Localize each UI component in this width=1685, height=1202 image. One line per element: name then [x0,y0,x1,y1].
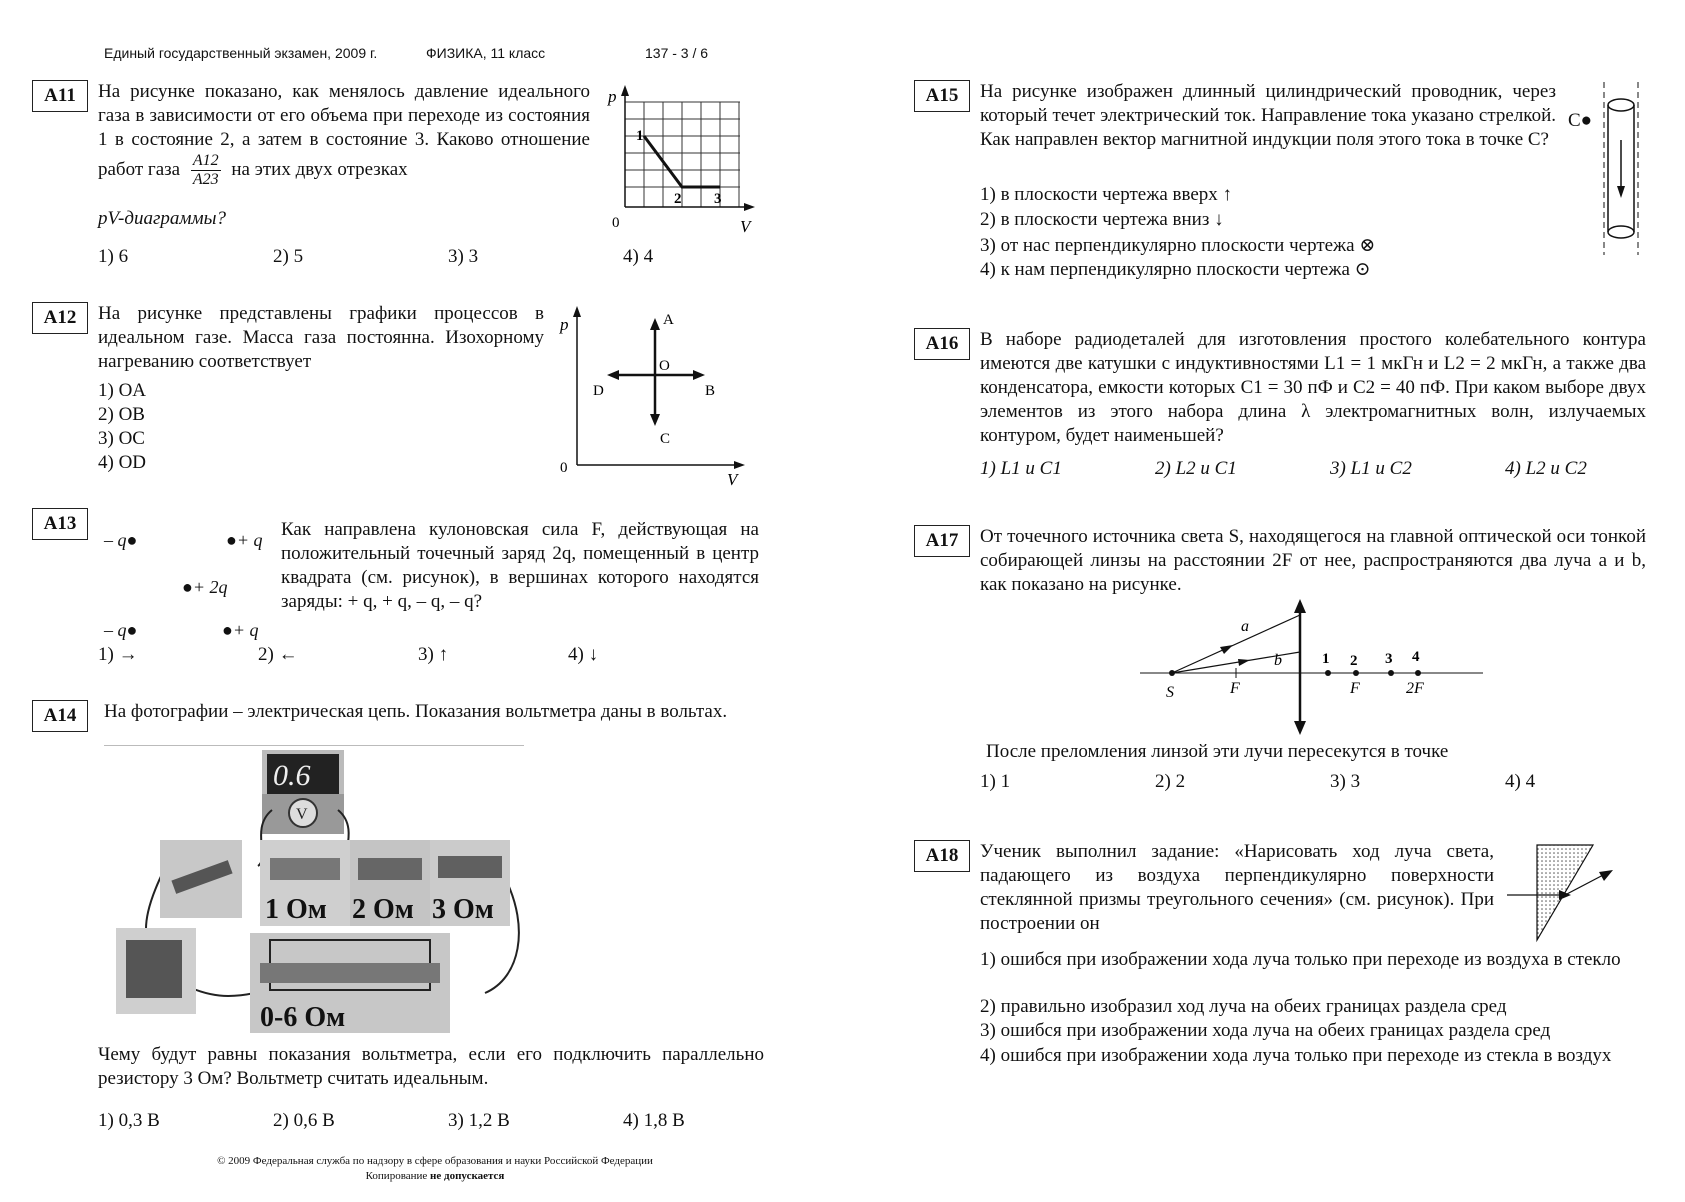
a11-option-4: 4) 4 [623,246,654,267]
pv-diagram-a11 [600,82,760,242]
resistor-2-label: 2 Ом [352,894,414,925]
question-label-a15: A15 [914,80,970,112]
question-text-a18: Ученик выполнил задание: «Нарисовать ход луча света, падающего из воздуха перпендикулярно поверхности стеклянной призмы треугольного сечения» (см. рисунок). При построении он [980,841,1494,934]
a11-option-1: 1) 6 [98,246,129,267]
a13-charge-bottom-right: ●+ q [222,620,259,640]
a18-option-4: 4) ошибся при изображении хода луча только при переходе из стекла в воздух [980,1045,1612,1066]
a11-state-3: 3 [714,191,722,207]
a12-point-b: B [705,383,716,399]
a11-origin: 0 [612,215,620,231]
a11-frac-numerator: A12 [192,152,219,169]
a12-option-3: 3) OC [98,428,145,449]
a16-option-1: 1) L1 и C1 [980,458,1062,479]
question-label-a16: A16 [914,328,970,360]
resistor-3-label: 3 Ом [432,894,494,925]
a14-option-2: 2) 0,6 В [273,1110,335,1131]
current-arrow [1617,186,1625,198]
a17-option-3: 3) 3 [1330,771,1361,792]
prism-figure-a18 [1505,840,1615,945]
a12-origin: 0 [560,460,568,476]
question-text-a15: На рисунке изображен длинный цилиндрический проводник, через который течет электрический ток. Направление тока указано стрелкой. Как направлен вектор магнитной индукции поля этого тока в точке С? [980,81,1556,150]
resistor-1-label: 1 Ом [265,894,327,925]
question-label-a12: A12 [32,302,88,334]
a17-question-text-2: После преломления линзой эти лучи пересекутся в точке [986,741,1449,762]
a17-ray-a: a [1241,618,1249,635]
a17-double-focus: 2F [1406,680,1424,697]
question-label-a14: A14 [32,700,88,732]
a12-axis-p: p [560,315,569,334]
page-number: 137 - 3 / 6 [645,45,709,61]
a12-point-o: O [659,358,670,374]
a18-option-3: 3) ошибся при изображении хода луча на обеих границах раздела сред [980,1020,1551,1041]
question-text-a17: От точечного источника света S, находящегося на главной оптической оси тонкой собирающей линзы на расстоянии 2F от нее, распространяются два луча a и b, как показано на рисунке. [980,526,1646,595]
a16-option-2: 2) L2 и C1 [1155,458,1237,479]
a13-charge-top-left: – q● [104,530,138,550]
a17-ray-b: b [1274,652,1282,669]
a13-charge-top-right: ●+ q [226,530,263,550]
a11-text-end: pV-диаграммы? [98,208,227,229]
a15-option-2: 2) в плоскости чертежа вниз ↓ [980,209,1224,230]
circuit-photo-a14 [110,748,550,1038]
a16-option-3: 3) L1 и C2 [1330,458,1412,479]
a13-option-2: 2) ← [258,644,298,665]
divider [104,745,524,746]
a15-option-4: 4) к нам перпендикулярно плоскости чертежа ⊙ [980,259,1371,280]
a15-option-3: 3) от нас перпендикулярно плоскости чертежа ⊗ [980,235,1376,256]
rheostat-label: 0-6 Ом [260,1002,346,1033]
a11-axis-v: V [740,217,751,236]
a11-state-1: 1 [636,128,644,144]
question-text-a13: Как направлена кулоновская сила F, действующая на положительный точечный заряд 2q, помещенный в центр квадрата (см. рисунок), в вершинах которого находятся заряды: + q, + q, – q, – q? [281,519,759,612]
question-text-a11 [98,80,590,189]
a12-point-a: A [663,312,674,328]
a11-text-tail: на этих двух отрезках [231,158,408,180]
conductor-figure-a15 [1596,80,1646,260]
a12-axis-v: V [727,470,738,489]
a14-question-text-2: Чему будут равны показания вольтметра, если его подключить параллельно резистору 3 Ом? Вольтметр считать идеальным. [98,1044,764,1089]
a17-point-1: 1 [1322,651,1330,667]
a13-charge-bottom-left: – q● [104,620,138,640]
question-label-a18: A18 [914,840,970,872]
a11-option-2: 2) 5 [273,246,304,267]
question-text-a16: В наборе радиодеталей для изготовления простого колебательного контура имеются две катушки с индуктивностями L1 = 1 мкГн и L2 = 2 мкГн, а также два конденсатора, емкости которых C1 = 30 пФ и C2 = 40 пФ. При каком выборе двух элементов из этого набора длина λ электромагнитных волн, излучаемых контуром, будет наименьшей? [980,329,1646,446]
question-text-a12: На рисунке представлены графики процессов в идеальном газе. Масса газа постоянна. Изохорному нагреванию соответствует [98,303,544,372]
a17-focus-right: F [1350,680,1360,697]
a18-option-1: 1) ошибся при изображении хода луча только при переходе из воздуха в стекло [980,949,1621,970]
a12-point-c: C [660,431,671,447]
a17-source-s: S [1166,684,1174,701]
a13-option-1: 1) → [98,644,138,665]
pv-diagram-a12 [555,300,755,490]
question-label-a13: A13 [32,508,88,540]
a11-frac-denominator: A23 [192,171,219,188]
a11-state-2: 2 [674,191,682,207]
subject-title: ФИЗИКА, 11 класс [426,45,546,61]
a17-point-3: 3 [1385,651,1393,667]
a14-option-4: 4) 1,8 В [623,1110,685,1131]
a18-option-2: 2) правильно изобразил ход луча на обеих границах раздела сред [980,996,1507,1017]
a14-option-1: 1) 0,3 В [98,1110,160,1131]
a12-point-d: D [593,383,604,399]
a13-option-3: 3) ↑ [418,644,449,665]
a12-option-2: 2) OB [98,404,145,425]
footer-notice: Копирование не допускается [365,1170,505,1182]
question-label-a11: A11 [32,80,88,112]
a15-option-1: 1) в плоскости чертежа вверх ↑ [980,184,1233,205]
a11-axis-p: p [608,87,617,106]
a17-focus-left: F [1230,680,1240,697]
lens-figure-a17 [1138,595,1488,745]
a12-option-1: 1) OA [98,380,147,401]
a17-point-2: 2 [1350,653,1358,669]
a17-option-4: 4) 4 [1505,771,1536,792]
a14-option-3: 3) 1,2 В [448,1110,510,1131]
a11-text: На рисунке показано, как менялось давление идеального газа в зависимости от его объема при переходе из состояния 1 в состояние 2, а затем в состояние 3. Каково отношение работ газа [98,81,590,180]
a13-charge-center: ●+ 2q [182,577,228,597]
a17-point-4: 4 [1412,649,1420,665]
voltmeter-display: 0.6 [273,759,311,792]
question-text-a14: На фотографии – электрическая цепь. Показания вольтметра даны в вольтах. [104,701,728,722]
a12-option-4: 4) OD [98,452,147,473]
a15-point-c: C● [1568,110,1593,131]
footer-copyright: © 2009 Федеральная служба по надзору в сфере образования и науки Российской Федерации [217,1155,653,1167]
a13-option-4: 4) ↓ [568,644,599,665]
exam-title: Единый государственный экзамен, 2009 г. [104,45,378,61]
a17-option-2: 2) 2 [1155,771,1186,792]
a17-option-1: 1) 1 [980,771,1011,792]
voltmeter-label: V [296,806,308,823]
a16-option-4: 4) L2 и C2 [1505,458,1587,479]
question-label-a17: A17 [914,525,970,557]
a11-option-3: 3) 3 [448,246,479,267]
